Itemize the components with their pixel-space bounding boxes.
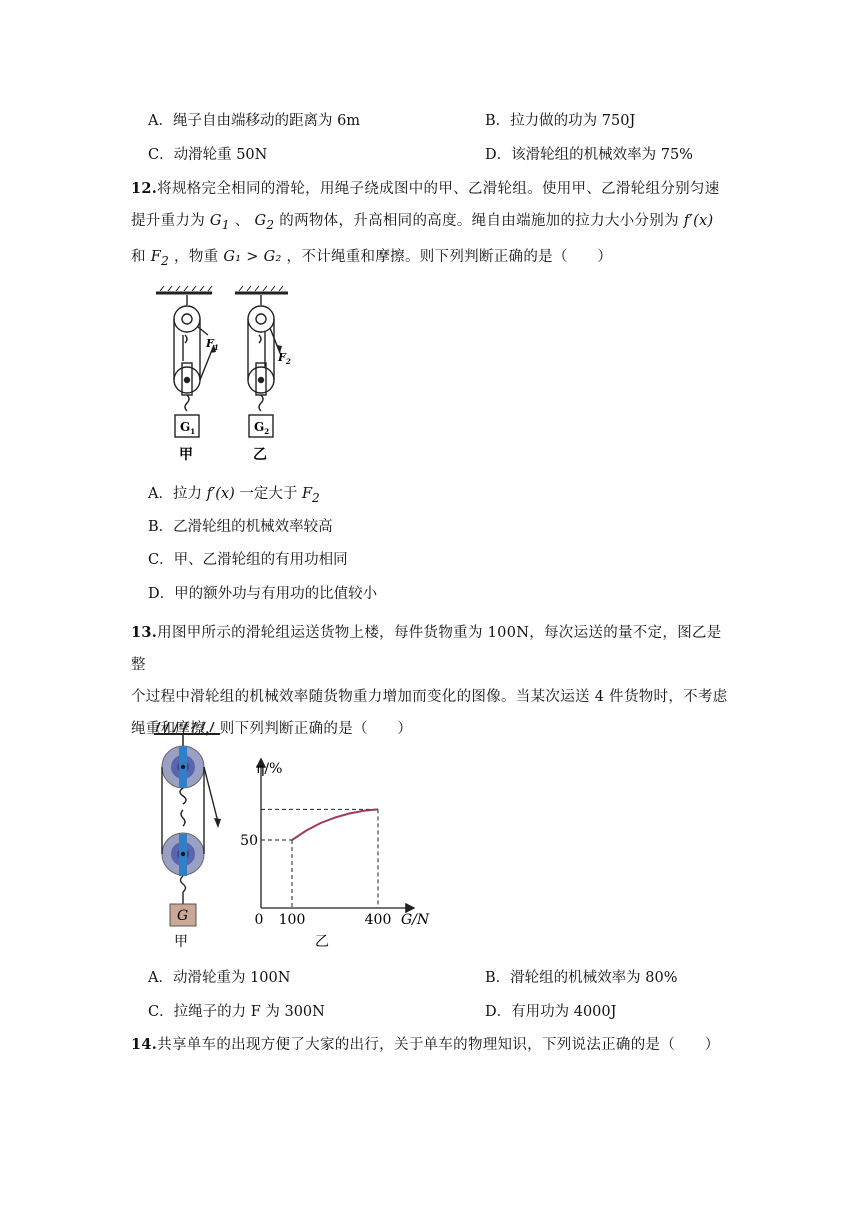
q13-stem-line1: 用图甲所示的滑轮组运送货物上楼，每件货物重为 100N，每次运送的量不定，图乙是整 xyxy=(131,625,722,673)
q13-fig-g: G xyxy=(177,908,189,924)
q12-fx: f′(x) xyxy=(683,213,714,229)
q14-stem xyxy=(131,1029,731,1061)
q13-stem-line3: 绳重和摩擦，则下列判断正确的是（ ） xyxy=(131,721,413,737)
q12-stem-text: 、 xyxy=(234,213,250,229)
x-axis-label: G/N xyxy=(401,912,430,928)
q12-stem-text: ，物重 xyxy=(174,248,219,265)
q12-fig-g1: $G_1$ xyxy=(180,420,196,436)
q12-stem xyxy=(131,173,731,277)
q12-fig-label-jia: 甲 xyxy=(179,447,193,463)
q12-inequality: G₁ > G₂ xyxy=(223,248,282,265)
q12-fig-label-yi: 乙 xyxy=(253,447,267,463)
q12-fig-g2: $G_2$ xyxy=(254,420,270,436)
q11-option-d: D．该滑轮组的机械效率为 75% xyxy=(485,147,693,163)
x-tick-400: 400 xyxy=(364,912,392,928)
q12-g1: $G_1$ xyxy=(209,213,230,232)
x-tick-0: 0 xyxy=(254,912,264,928)
q12-fig-f1: $F_1$ xyxy=(206,337,219,352)
x-tick-100: 100 xyxy=(278,912,306,928)
q12-stem-text: 和 xyxy=(131,248,146,265)
q13-efficiency-chart xyxy=(235,752,445,952)
q13-fig-label-yi: 乙 xyxy=(315,934,329,950)
q14-stem-text: 共享单车的出现方便了大家的出行，关于单车的物理知识，下列说法正确的是（ ） xyxy=(157,1037,720,1053)
q12-f2: $F_2$ xyxy=(150,248,170,268)
q12-stem-line1: 将规格完全相同的滑轮，用绳子绕成图中的甲、乙滑轮组。使用甲、乙滑轮组分别匀速 xyxy=(157,181,720,197)
q13-pulley-figure xyxy=(148,718,228,953)
q11-option-b: B．拉力做的功为 750J xyxy=(485,113,636,129)
q11-option-c: C．动滑轮重 50N xyxy=(148,147,268,163)
q12-option-d: D．甲的额外功与有用功的比值较小 xyxy=(148,586,378,602)
q12-option-b: B．乙滑轮组的机械效率较高 xyxy=(148,519,333,535)
q14-number: 14. xyxy=(131,1036,158,1053)
q13-stem-line2: 个过程中滑轮组的机械效率随货物重力增加而变化的图像。当某次运送 4 件货物时，不考虑 xyxy=(131,689,728,705)
q12-option-a: A．拉力 f′(x) 一定大于 $F_2$ xyxy=(148,486,320,505)
q12-g2: $G_2$ xyxy=(254,213,275,232)
q12-pulley-figure xyxy=(150,283,300,468)
y-axis-label: η/% xyxy=(256,761,283,777)
y-tick-50: 50 xyxy=(240,833,258,849)
q13-number: 13. xyxy=(131,624,158,641)
q12-stem-text: ，不计绳重和摩擦。则下列判断正确的是（ ） xyxy=(286,248,613,265)
q11-option-a: A．绳子自由端移动的距离为 6m xyxy=(148,113,361,129)
q13-option-d: D．有用功为 4000J xyxy=(485,1004,617,1020)
q12-option-c: C．甲、乙滑轮组的有用功相同 xyxy=(148,552,348,568)
q13-fig-label-jia: 甲 xyxy=(174,934,188,950)
q12-stem-text: 提升重力为 xyxy=(131,213,205,229)
q12-fig-f2: $F_2$ xyxy=(278,351,291,366)
q13-option-c: C．拉绳子的力 F 为 300N xyxy=(148,1004,325,1020)
efficiency-curve xyxy=(292,809,378,840)
q13-option-a: A．动滑轮重为 100N xyxy=(148,970,291,986)
q12-stem-text: 的两物体，升高相同的高度。绳自由端施加的拉力大小分别为 xyxy=(279,213,679,229)
q13-option-b: B．滑轮组的机械效率为 80% xyxy=(485,970,678,986)
q12-number: 12. xyxy=(131,180,158,197)
